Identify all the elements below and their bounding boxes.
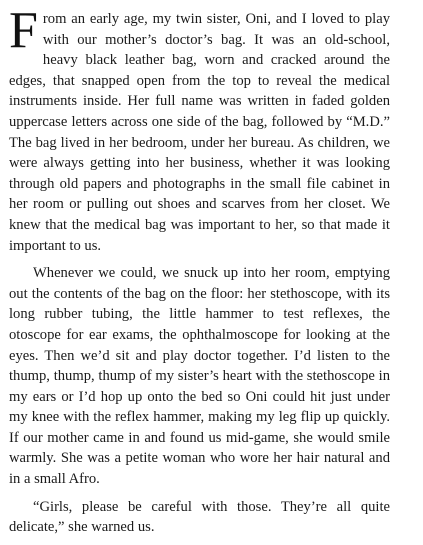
paragraph-2: Whenever we could, we snuck up into her room, emptying out the contents of the bag on the floor: her stethoscope, with its long rubber tubing, the little hammer to test reflexes, the otoscope for ear exams, the ophthalmoscope for looking at the eyes. Then we’d sit and play doctor together. I’d listen to the thump, thump, thump of my sister’s heart with the stethoscope in my ears or I’d hop up onto the bed so Oni could hit just under my knee with the reflex hammer, making my leg flip up quickly. If our mother came in and found us mid-game, she would smile warmly. She was a petite woman who wore her hair natural and in a small Afro. [9,265,390,488]
document-page [9,2,390,545]
paragraph-3: “Girls, please be careful with those. They’re all quite delicate,” she warned us. [9,498,390,536]
paragraph-1 [9,2,390,256]
drop-cap: F [9,2,38,59]
paragraph-1-text: rom an early age, my twin sister, Oni, and I loved to play with our mother’s doctor’s bag. It was an old-school, heavy black leather bag, worn and cracked around the edges, that snapped open from the top to reveal the medical instruments inside. Her full name was written in faded golden uppercase letters across one side of the bag, followed by “M.D.” The bag lived in her bedroom, under her bureau. As children, we were always getting into her business, whether it was looking through old papers and photographs in the small file cabinet in her room or pulling out shoes and scarves from her closet. We knew that the medical bag was important to her, so that made it important to us. [9,11,390,254]
